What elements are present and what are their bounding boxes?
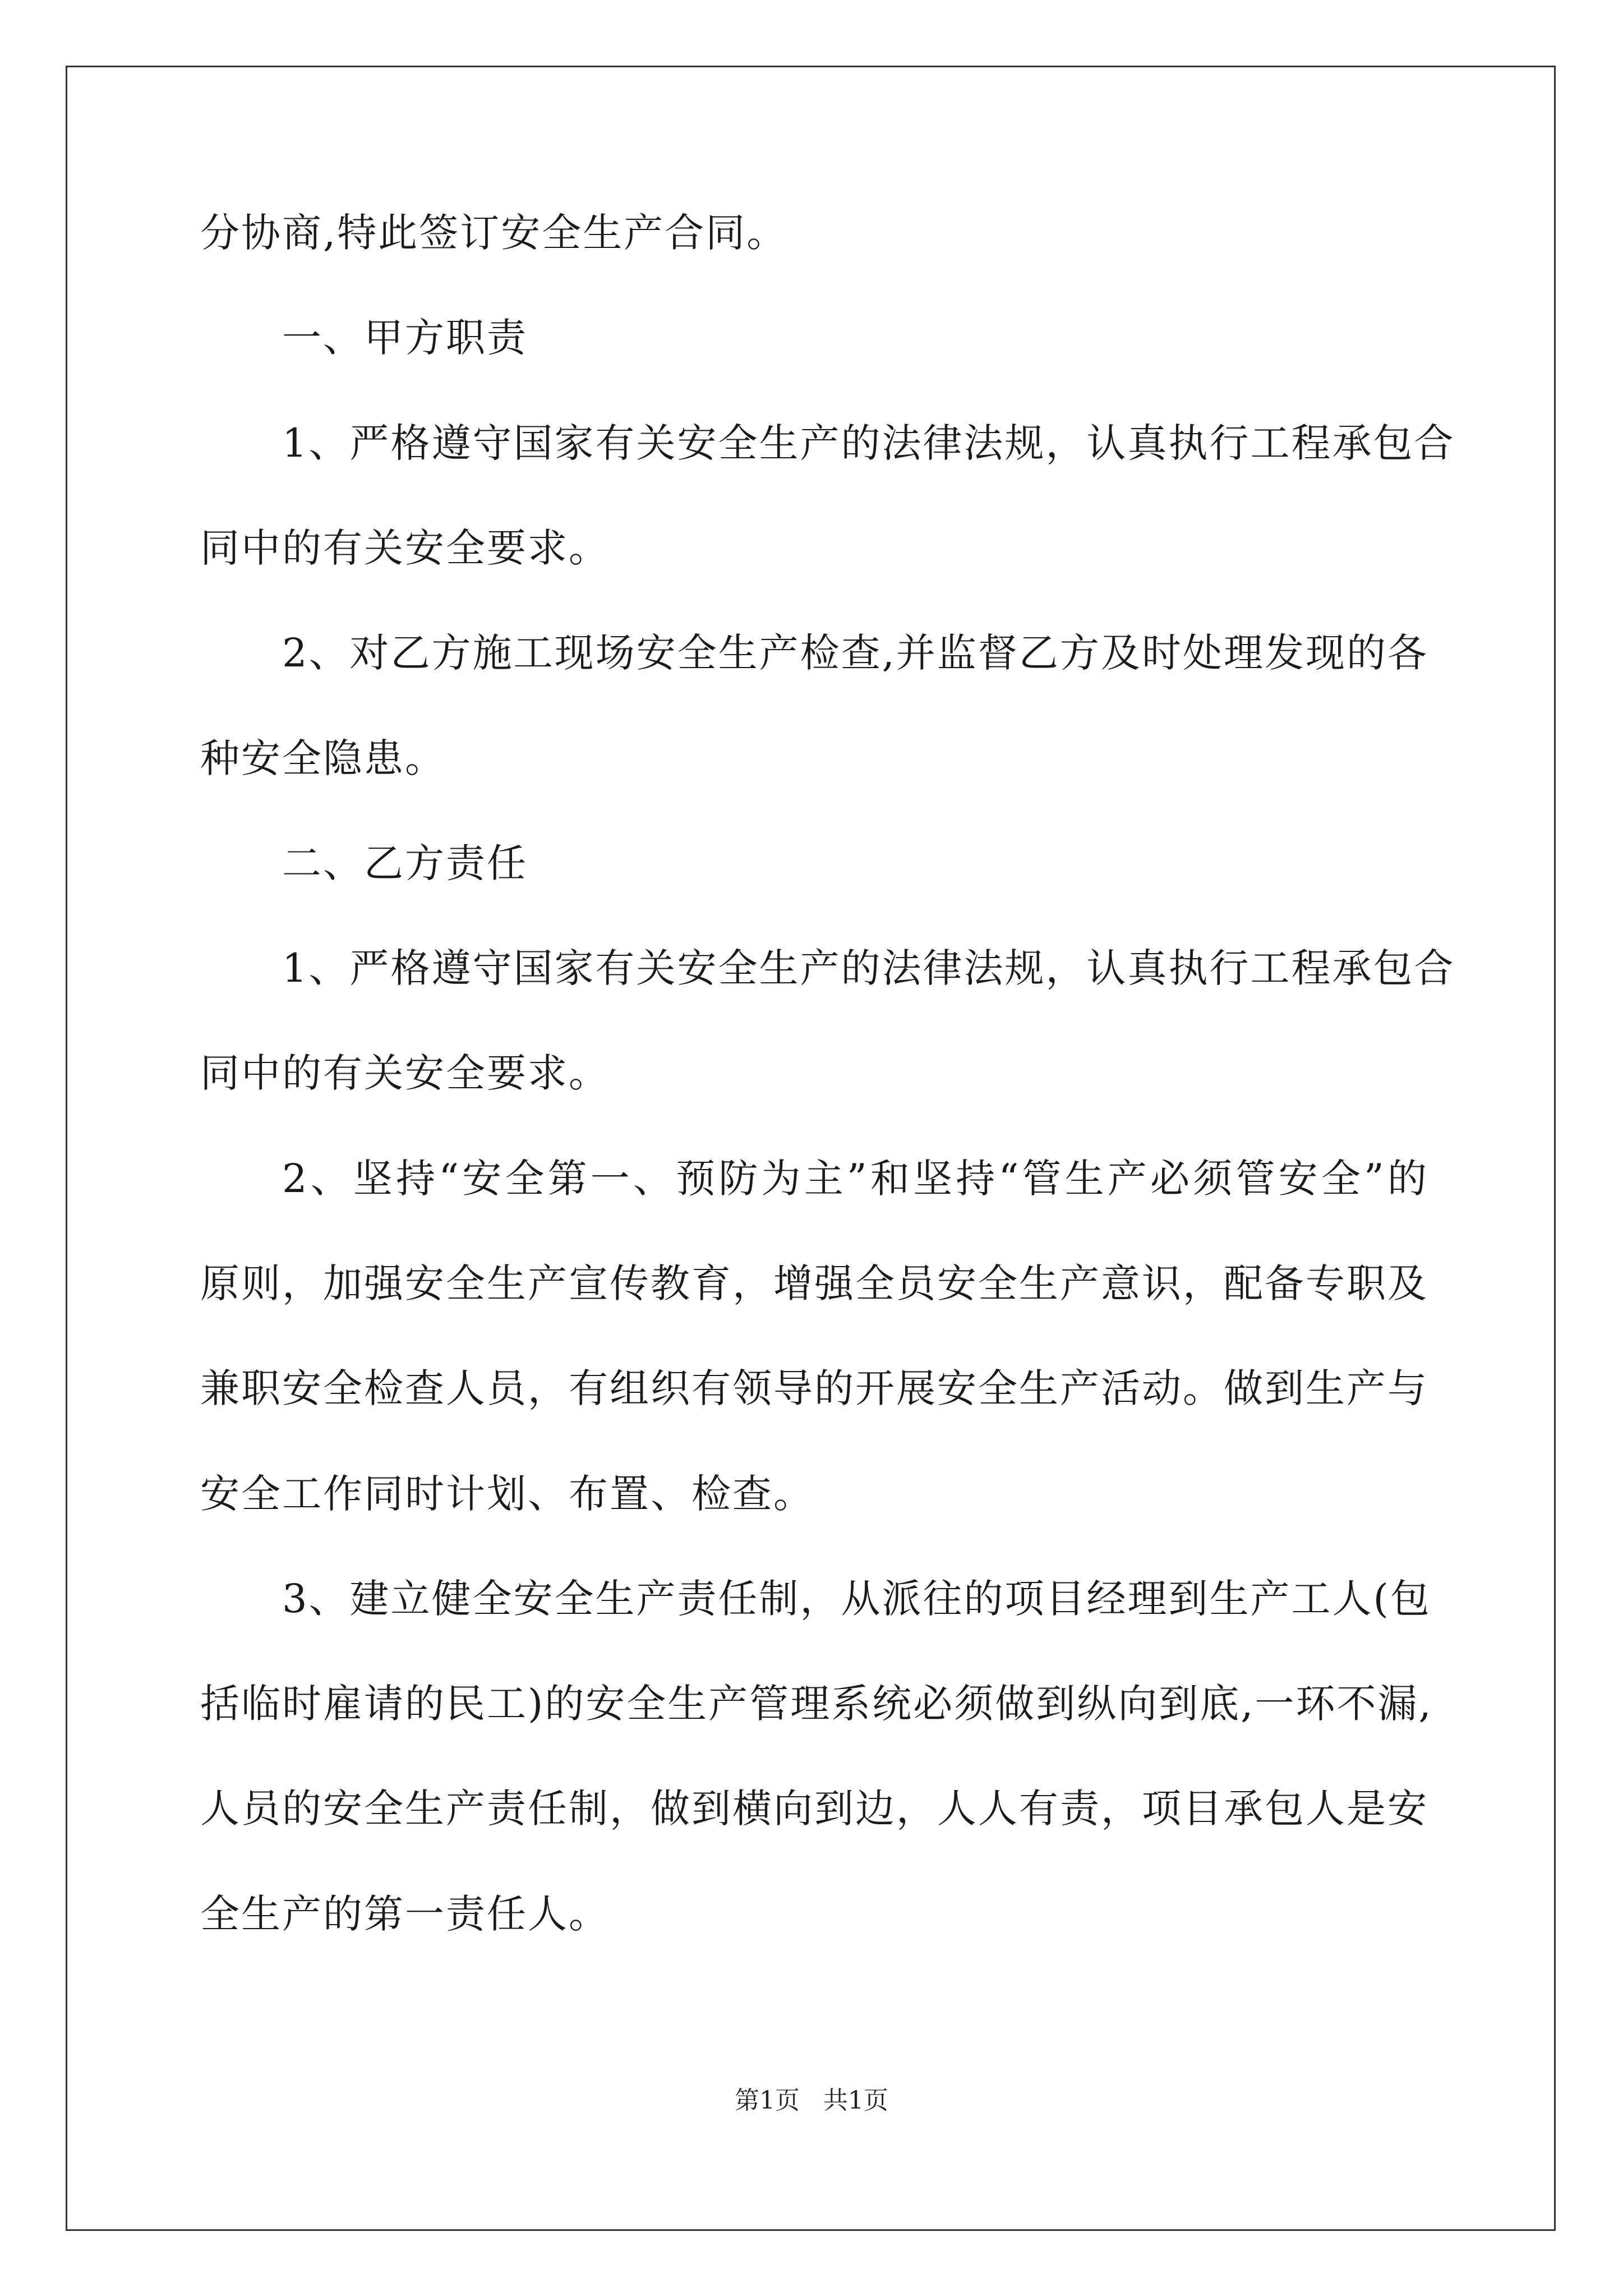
section-heading: 二、乙方责任 bbox=[282, 840, 528, 886]
section-heading: 一、甲方职责 bbox=[282, 315, 528, 361]
text-line: 1、严格遵守国家有关安全生产的法律法规，认真执行工程承包合 bbox=[282, 945, 1455, 991]
text-line: 人员的安全生产责任制，做到横向到边，人人有责，项目承包人是安 bbox=[200, 1786, 1428, 1832]
text-line: 2、对乙方施工现场安全生产检查,并监督乙方及时处理发现的各 bbox=[282, 630, 1428, 676]
text-line: 全生产的第一责任人。 bbox=[200, 1891, 610, 1937]
text-line: 同中的有关安全要求。 bbox=[200, 525, 610, 571]
text-line: 分协商,特此签订安全生产合同。 bbox=[200, 210, 788, 256]
text-line: 3、建立健全安全生产责任制，从派往的项目经理到生产工人(包 bbox=[282, 1576, 1431, 1622]
text-line: 同中的有关安全要求。 bbox=[200, 1050, 610, 1096]
text-line: 括临时雇请的民工)的安全生产管理系统必须做到纵向到底,一环不漏, bbox=[200, 1681, 1433, 1727]
text-line: 1、严格遵守国家有关安全生产的法律法规，认真执行工程承包合 bbox=[282, 420, 1455, 466]
text-line: 原则，加强安全生产宣传教育，增强全员安全生产意识，配备专职及 bbox=[200, 1260, 1428, 1306]
text-line: 安全工作同时计划、布置、检查。 bbox=[200, 1471, 814, 1517]
text-line: 2、坚持“安全第一、预防为主”和坚持“管生产必须管安全”的 bbox=[282, 1156, 1428, 1202]
text-line: 种安全隐患。 bbox=[200, 735, 446, 781]
text-line: 兼职安全检查人员，有组织有领导的开展安全生产活动。做到生产与 bbox=[200, 1365, 1428, 1411]
page-number: 第1页 共1页 bbox=[735, 2086, 888, 2115]
